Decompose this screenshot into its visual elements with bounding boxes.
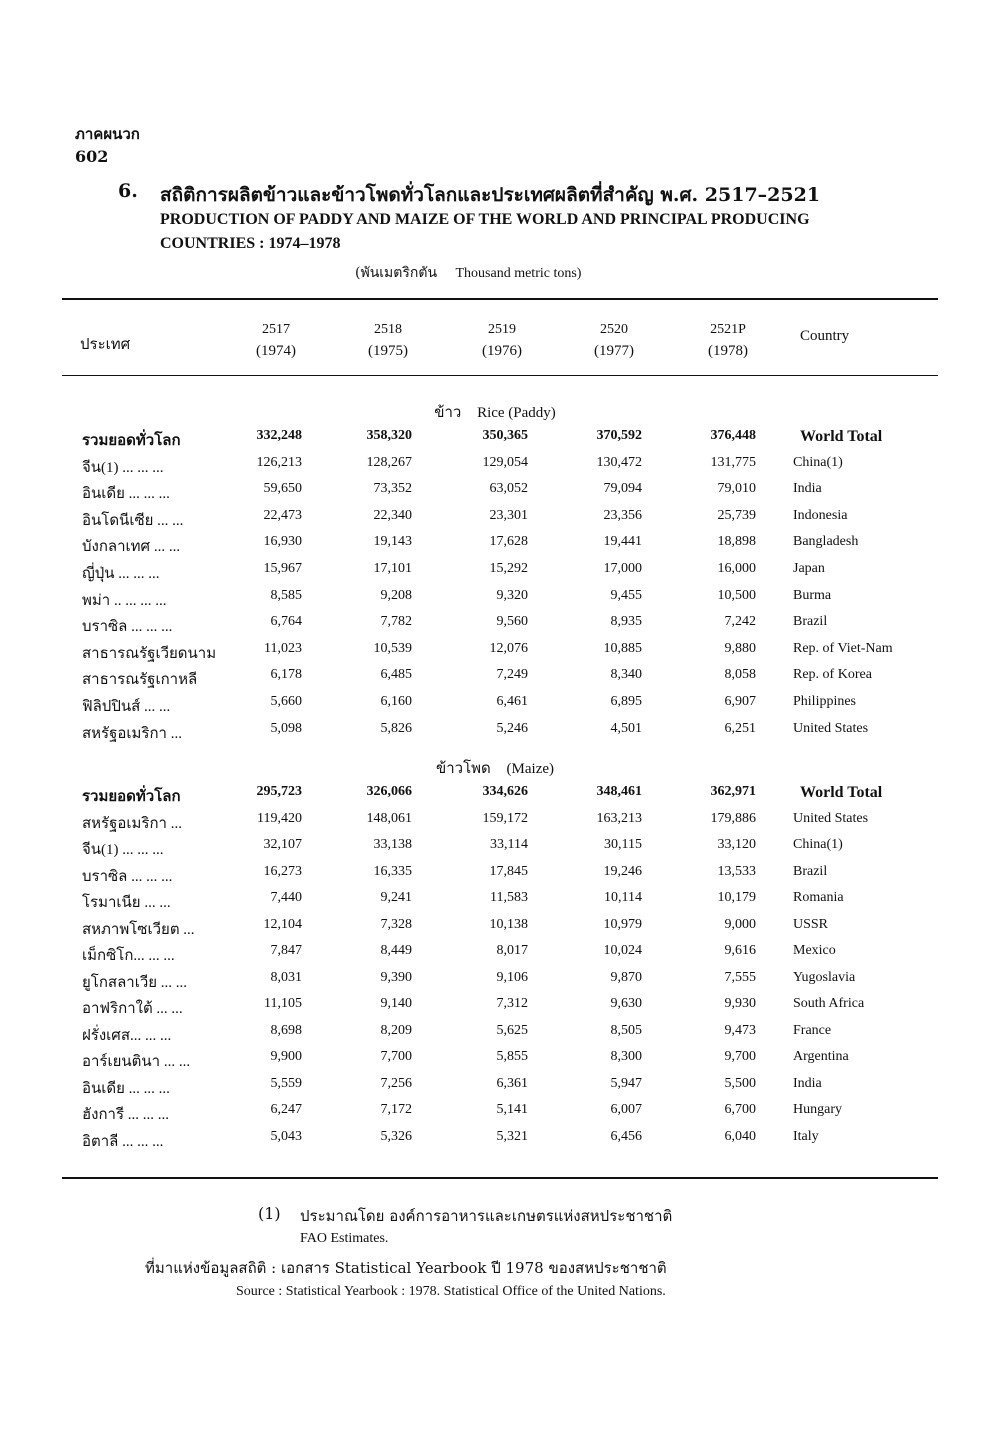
country-thai-cell: อาฟริกาใต้ ... ... [82,1001,183,1017]
value-cell: 9,870 [610,969,642,985]
value-cell: 7,312 [496,996,528,1011]
value-cell: 9,000 [724,916,756,932]
maize-label-thai: ข้าวโพด [435,761,491,777]
table-row [0,917,990,943]
value-cell: 63,052 [489,481,528,497]
table-row [0,614,990,640]
value-cell: 9,880 [724,640,756,656]
value-cell: 5,826 [380,720,412,736]
value-cell: 295,723 [256,784,302,799]
country-thai-cell: บราซิล ... ... ... [82,868,173,885]
value-cell: 6,764 [270,614,302,630]
value-cell: 7,782 [380,614,412,630]
value-cell: 5,246 [496,720,528,736]
value-cell: 129,054 [482,454,528,470]
footnote-english: FAO Estimates. [300,1231,389,1246]
value-cell: 5,043 [270,1128,302,1144]
value-cell: 358,320 [366,428,412,443]
column-header-year [574,320,654,364]
value-cell: 10,500 [717,587,756,603]
table-row [0,534,990,560]
table-row [0,428,990,454]
value-cell: 370,592 [596,428,642,443]
value-cell: 79,010 [717,481,756,497]
value-cell: 10,539 [373,640,412,656]
value-cell: 7,256 [380,1075,412,1091]
country-english-cell: Italy [793,1128,819,1144]
table-row [0,864,990,890]
year-ce: (1976) [482,343,522,359]
table-row [0,996,990,1022]
value-cell: 9,473 [724,1022,756,1038]
value-cell: 17,628 [489,534,528,550]
column-header-country-english: Country [800,328,850,344]
value-cell: 19,246 [603,863,642,879]
year-be: 2518 [374,322,402,337]
value-cell: 9,241 [380,890,412,905]
year-ce: (1975) [368,343,408,359]
value-cell: 10,885 [603,640,642,656]
value-cell: 30,115 [604,837,642,852]
footnote-thai: ประมาณโดย องค์การอาหารและเกษตรแห่งสหประชาชาติ [300,1207,673,1225]
value-cell: 334,626 [482,784,528,799]
value-cell: 4,501 [610,720,642,736]
country-english-cell: Rep. of Korea [793,667,872,683]
table-row [0,667,990,693]
value-cell: 6,361 [496,1075,528,1091]
country-thai-cell: ฟิลิปปินส์ ... ... [82,699,171,715]
value-cell: 11,023 [264,640,302,656]
country-thai-cell: อินเดีย ... ... ... [82,486,170,503]
country-thai-cell: อาร์เยนตินา ... ... [82,1054,191,1070]
country-english-cell: Burma [793,587,832,603]
value-cell: 9,140 [380,996,412,1011]
country-english-cell: United States [793,720,869,736]
value-cell: 163,213 [596,810,642,826]
country-english-cell: Brazil [793,863,828,879]
value-cell: 9,208 [380,587,412,603]
value-cell: 16,335 [373,863,412,879]
country-english-cell: Mexico [793,943,836,958]
footnote-mark: (1) [258,1204,281,1223]
value-cell: 9,930 [724,996,756,1011]
value-cell: 10,179 [717,890,756,905]
table-top-rule [62,298,938,300]
table-number: 6. [118,180,138,202]
table-row [0,943,990,969]
country-thai-cell: โรมาเนีย ... ... [82,895,171,911]
table-row [0,455,990,481]
value-cell: 9,630 [610,996,642,1011]
value-cell: 6,251 [724,720,756,736]
country-english-cell: China(1) [793,454,843,470]
value-cell: 22,340 [373,507,412,523]
year-be: 2519 [488,322,516,337]
value-cell: 59,650 [263,481,302,497]
units-note [355,262,581,284]
value-cell: 6,461 [496,694,528,709]
title-english: PRODUCTION OF PADDY AND MAIZE OF THE WORLD AND PRINCIPAL PRODUCING COUNTRIES : 1974–1978 [160,211,810,252]
value-cell: 9,320 [496,587,528,603]
value-cell: 25,739 [717,507,756,523]
country-english-cell: South Africa [793,996,865,1011]
country-thai-cell: สหภาพโซเวียต ... [82,921,195,938]
source-english: Source : Statistical Yearbook : 1978. Statistical Office of the United Nations. [236,1284,666,1299]
value-cell: 7,328 [380,916,412,932]
country-thai-cell: สาธารณรัฐเกาหลี [82,672,198,689]
country-english-cell: China(1) [793,837,843,852]
country-thai-cell: รวมยอดทั่วโลก [82,789,181,805]
value-cell: 5,141 [496,1102,528,1117]
country-english-cell: Argentina [793,1049,849,1064]
value-cell: 159,172 [482,810,528,826]
rice-label-english: Rice (Paddy) [477,405,556,421]
country-thai-cell: อินเดีย ... ... ... [82,1080,170,1097]
value-cell: 7,249 [496,667,528,683]
value-cell: 7,555 [724,969,756,985]
value-cell: 7,172 [380,1102,412,1117]
column-header-year [688,320,768,364]
column-header-year [348,320,428,364]
table-row [0,481,990,507]
section-label-rice [0,400,990,424]
country-thai-cell: จีน(1) ... ... ... [82,842,164,858]
rice-label-thai: ข้าว [434,405,462,421]
value-cell: 5,559 [270,1075,302,1091]
page-number: 602 [75,147,109,166]
country-thai-cell: อิตาลี ... ... ... [82,1133,164,1150]
value-cell: 179,886 [710,810,756,826]
country-english-cell: World Total [800,428,883,445]
country-english-cell: Japan [793,561,825,576]
value-cell: 119,420 [257,810,302,826]
value-cell: 8,698 [270,1022,302,1038]
country-thai-cell: เม็กซิโก... ... ... [82,948,175,964]
country-english-cell: France [793,1022,832,1038]
country-english-cell: Romania [793,890,844,905]
value-cell: 8,585 [270,587,302,603]
value-cell: 23,356 [603,507,642,523]
value-cell: 6,895 [610,694,642,709]
country-english-cell: Indonesia [793,507,848,523]
value-cell: 15,967 [263,561,302,576]
value-cell: 22,473 [263,507,302,523]
value-cell: 9,900 [270,1049,302,1064]
value-cell: 10,024 [603,943,642,958]
value-cell: 8,017 [496,943,528,958]
table-bottom-rule [62,1177,938,1179]
column-header-year [462,320,542,364]
value-cell: 376,448 [710,428,756,443]
value-cell: 16,000 [717,561,756,576]
table-row [0,508,990,534]
country-thai-cell: ญี่ปุ่น ... ... ... [82,566,160,582]
country-english-cell: USSR [793,916,829,932]
year-ce: (1977) [594,343,634,359]
country-thai-cell: ยูโกสลาเวีย ... ... [82,974,188,991]
country-thai-cell: ฝรั่งเศส... ... ... [82,1027,172,1044]
value-cell: 73,352 [373,481,412,497]
value-cell: 32,107 [263,837,302,852]
table-row [0,641,990,667]
value-cell: 5,947 [610,1075,642,1091]
value-cell: 6,700 [724,1102,756,1117]
value-cell: 8,935 [610,614,642,630]
value-cell: 33,120 [717,837,756,852]
table-row [0,561,990,587]
table-row [0,811,990,837]
value-cell: 362,971 [710,784,756,799]
value-cell: 19,143 [373,534,412,550]
country-thai-cell: สหรัฐอเมริกา ... [82,815,182,832]
table-row [0,694,990,720]
value-cell: 17,000 [603,561,642,576]
value-cell: 15,292 [489,561,528,576]
table-row [0,837,990,863]
value-cell: 33,114 [490,837,528,852]
units-thai: (พันเมตริกตัน [355,265,438,281]
value-cell: 5,855 [496,1049,528,1064]
country-english-cell: United States [793,810,869,826]
value-cell: 6,178 [270,667,302,683]
value-cell: 8,449 [380,943,412,958]
value-cell: 8,505 [610,1022,642,1038]
year-ce: (1974) [256,343,296,359]
table-row [0,1076,990,1102]
value-cell: 350,365 [482,428,528,443]
value-cell: 8,300 [610,1049,642,1064]
value-cell: 5,660 [270,694,302,709]
value-cell: 5,500 [724,1075,756,1091]
table-row [0,890,990,916]
table-row [0,1129,990,1155]
country-english-cell: Bangladesh [793,534,859,550]
value-cell: 6,040 [724,1128,756,1144]
units-english: Thousand metric tons) [455,266,582,281]
column-header-country-thai: ประเทศ [80,337,131,353]
value-cell: 12,104 [263,916,302,932]
year-be: 2520 [600,322,628,337]
value-cell: 5,098 [270,720,302,736]
value-cell: 10,114 [604,890,642,905]
country-thai-cell: สหรัฐอเมริกา ... [82,725,182,742]
value-cell: 8,340 [610,667,642,683]
value-cell: 148,061 [366,810,412,826]
table-row [0,784,990,810]
value-cell: 6,485 [380,667,412,683]
country-thai-cell: สาธารณรัฐเวียดนาม [82,645,217,662]
country-english-cell: India [793,1075,822,1091]
country-english-cell: Yugoslavia [793,969,856,985]
table-row [0,1049,990,1075]
value-cell: 13,533 [717,863,756,879]
value-cell: 79,094 [603,481,642,497]
table-row [0,588,990,614]
table-row [0,1102,990,1128]
value-cell: 7,242 [724,614,756,630]
value-cell: 7,847 [270,943,302,958]
value-cell: 6,907 [724,694,756,709]
value-cell: 131,775 [710,454,756,470]
value-cell: 9,106 [496,969,528,985]
maize-label-english: (Maize) [506,761,554,777]
country-english-cell: Rep. of Viet-Nam [793,640,893,656]
value-cell: 10,979 [603,916,642,932]
value-cell: 8,031 [270,969,302,985]
value-cell: 8,209 [380,1022,412,1038]
value-cell: 9,616 [724,943,756,958]
value-cell: 8,058 [724,667,756,683]
value-cell: 10,138 [489,916,528,932]
value-cell: 16,273 [263,863,302,879]
table-row [0,1023,990,1049]
value-cell: 12,076 [489,640,528,656]
value-cell: 19,441 [603,534,642,550]
title-thai: สถิติการผลิตข้าวและข้าวโพดทั่วโลกและประเทศผลิตที่สำคัญ พ.ศ. 2517–2521 [160,184,821,206]
country-english-cell: Hungary [793,1102,842,1117]
country-english-cell: World Total [800,784,883,801]
country-thai-cell: พม่า .. ... ... ... [82,592,167,609]
country-thai-cell: อินโดนีเซีย ... ... [82,512,184,529]
year-be: 2517 [262,322,290,337]
header-rule [62,375,938,376]
value-cell: 348,461 [596,784,642,799]
value-cell: 126,213 [256,454,302,470]
country-thai-cell: บังกลาเทศ ... ... [82,539,181,556]
value-cell: 130,472 [596,454,642,470]
value-cell: 5,625 [496,1022,528,1038]
section-label-maize [0,756,990,780]
value-cell: 6,456 [610,1128,642,1144]
value-cell: 9,455 [610,587,642,603]
value-cell: 332,248 [256,428,302,443]
country-thai-cell: จีน(1) ... ... ... [82,459,164,476]
country-thai-cell: ฮังการี ... ... ... [82,1107,170,1123]
value-cell: 17,101 [373,561,412,576]
country-thai-cell: บราซิล ... ... ... [82,619,173,636]
table-row [0,721,990,747]
value-cell: 11,583 [490,890,528,905]
value-cell: 18,898 [717,534,756,550]
country-english-cell: Philippines [793,694,857,709]
value-cell: 23,301 [489,507,528,523]
value-cell: 17,845 [489,863,528,879]
value-cell: 16,930 [263,534,302,550]
value-cell: 326,066 [366,784,412,799]
value-cell: 5,326 [380,1128,412,1144]
country-english-cell: India [793,481,822,497]
value-cell: 128,267 [366,454,412,470]
country-thai-cell: รวมยอดทั่วโลก [82,433,181,449]
column-header-year [236,320,316,364]
value-cell: 11,105 [264,996,302,1011]
year-ce: (1978) [708,343,748,359]
value-cell: 6,007 [610,1102,642,1117]
table-row [0,970,990,996]
value-cell: 6,160 [380,694,412,709]
value-cell: 9,560 [496,614,528,630]
value-cell: 7,440 [270,890,302,905]
year-be: 2521P [710,322,746,337]
value-cell: 9,390 [380,969,412,985]
section-header: ภาคผนวก [75,125,140,143]
value-cell: 7,700 [380,1049,412,1064]
value-cell: 33,138 [373,837,412,852]
value-cell: 6,247 [270,1102,302,1117]
value-cell: 9,700 [724,1049,756,1064]
country-english-cell: Brazil [793,614,828,630]
value-cell: 5,321 [496,1128,528,1144]
source-thai: ที่มาแห่งข้อมูลสถิติ : เอกสาร Statistical Yearbook ปี 1978 ของสหประชาชาติ [145,1259,667,1277]
